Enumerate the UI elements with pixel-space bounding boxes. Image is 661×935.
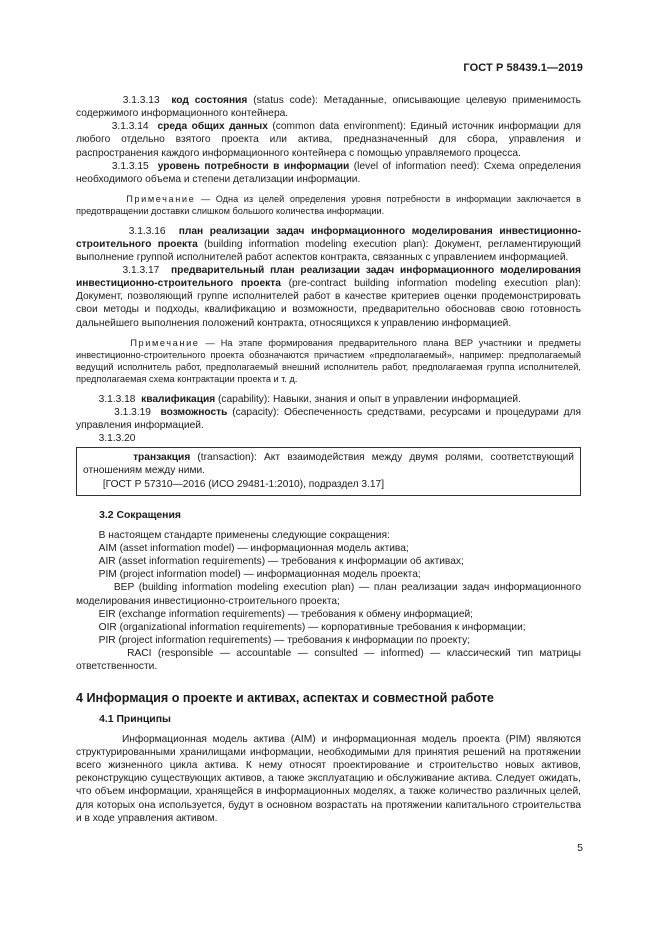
abbreviation-item [76, 568, 581, 581]
definition-term: возможность [160, 406, 228, 418]
definition-text: (building information modeling execution plan): Документ, регламентирующий выполнение группой исполнителей работ аспектов контракта, связанных с управлением информацией. [76, 238, 581, 263]
abbreviation-text: BEP (building information modeling execution plan) — план реализации задач информационного моделирования инвестиционно-строительного проекта; [76, 582, 582, 607]
note-label: Примечание [130, 337, 200, 348]
definition-term: предварительный план реализации задач информационного моделирования инвестиционно-строительного проекта [76, 264, 581, 290]
definition-number: 3.1.3.15 [111, 160, 149, 172]
section-3-2-title [76, 509, 581, 522]
definition-3-1-3-13 [76, 94, 581, 120]
section-title-text: 3.2 Сокращения [99, 509, 181, 521]
document-header: ГОСТ Р 58439.1—2019 [463, 62, 583, 74]
abbreviation-item [76, 555, 581, 568]
abbreviations-list [76, 529, 581, 674]
definition-number: 3.1.3.13 [122, 95, 160, 106]
definition-number: 3.1.3.14 [111, 121, 149, 133]
box-definition [83, 451, 574, 477]
abbreviation-text: AIR (asset information requirements) — требования к информации об активах; [98, 556, 464, 568]
abbreviation-item [76, 647, 581, 673]
definition-text: (status code): Метаданные, описывающие целевую применимость содержимого информационного контейнера. [76, 95, 581, 120]
definition-3-1-3-16 [76, 225, 581, 264]
box-reference [83, 478, 574, 491]
definition-term: план реализации задач информационного моделирования инвестиционно-строительного проекта [76, 225, 581, 250]
definitions-group-b [76, 225, 581, 330]
definitions-group-a [76, 94, 581, 186]
abbreviation-text: EIR (exchange information requirements) — требования к обмену информацией; [98, 608, 474, 620]
section-title-text: 4 Информация о проекте и активах, аспектах и совместной работе [76, 690, 494, 705]
definition-number: 3.1.3.18 [98, 393, 136, 405]
note-level-of-information [76, 193, 581, 217]
abbreviation-item [76, 621, 581, 634]
page-content [76, 94, 581, 825]
definition-term: квалификация [141, 393, 216, 405]
definition-number: 3.1.3.19 [114, 406, 151, 418]
abbreviation-item [76, 581, 581, 607]
definition-3-1-3-14 [76, 120, 581, 159]
principles-paragraph [76, 733, 581, 825]
page-number: 5 [577, 842, 583, 854]
abbreviation-text: PIR (project information requirements) — требования к информации по проекту; [98, 635, 471, 647]
definitions-group-c [76, 393, 581, 446]
abbreviations-intro [76, 529, 581, 542]
reference-text: [ГОСТ Р 57310—2016 (ИСО 29481-1:2010), подраздел 3.17] [102, 478, 385, 490]
definition-text: (pre-contract building information modeling execution plan): Документ, позволяющий группе исполнителей работ в качестве критериев оценки продемонстрировать свои методы и подходы, квалификацию и возможности, предварительно обосновав свою готовность дальнейшего выполнения положений контракта, относящихся к управлению информацией. [76, 278, 581, 329]
definition-3-1-3-19 [76, 406, 581, 432]
abbreviation-text: OIR (organizational information requirements) — корпоративные требования к информации; [98, 621, 526, 633]
abbreviation-text: PIM (project information model) — информационная модель проекта; [98, 569, 421, 581]
definition-text: (capability): Навыки, знания и опыт в управлении информацией. [215, 393, 521, 405]
definition-3-1-3-18 [76, 393, 581, 406]
transaction-definition-box [76, 447, 581, 495]
definition-text: (level of information need): Схема определения необходимого объема и степени детализации информации. [76, 160, 582, 185]
definition-number: 3.1.3.20 [98, 433, 136, 445]
definition-text: (common data environment): Единый источник информации для любого отдельно взятого проекта или актива, предназначенный для сбора, управления и распространения каждого информационного контейнера с помощью управляемого процесса. [76, 121, 581, 159]
abbreviation-item [76, 634, 581, 647]
abbreviation-item [76, 542, 581, 555]
definition-term: транзакция [133, 452, 191, 464]
section-title-text: 4.1 Принципы [99, 713, 171, 725]
definition-3-1-3-15 [76, 160, 581, 186]
definition-term: код состояния [171, 95, 248, 106]
definition-3-1-3-20-number [76, 432, 581, 445]
definition-term: уровень потребности в информации [157, 160, 350, 172]
definition-3-1-3-17 [76, 264, 581, 330]
note-label: Примечание [126, 194, 196, 205]
definition-text: (transaction): Акт взаимодействия между двумя ролями, соответствующий отношениям между ними. [83, 452, 574, 477]
paragraph-text: Информационная модель актива (AIM) и информационная модель проекта (PIM) являются структурированными хранилищами информации, необходимыми для принятия решений на протяжении всего жизненного цикла актива. К нему относят проектирование и строительство новых активов, реконструкцию существующих активов, а также эксплуатацию и обслуживание актива. Следует ожидать, что объем информации, хранящейся в информационных моделях, а также количество различных целей, для которых она используется, будут в основном возрастать на протяжении капитального строительства и в ходе управления активом. [76, 733, 581, 824]
abbreviation-item [76, 608, 581, 621]
abbreviation-text: AIM (asset information model) — информационная модель актива; [98, 542, 409, 554]
abbreviation-text: RACI (responsible — accountable — consulted — informed) — классический тип матрицы ответственности. [76, 648, 581, 673]
definition-number: 3.1.3.16 [128, 225, 166, 237]
note-pre-contract-bep [76, 337, 581, 386]
section-4-title [76, 692, 581, 705]
section-4-1-title [76, 713, 581, 726]
intro-text: В настоящем стандарте применены следующие сокращения: [98, 529, 390, 541]
definition-term: среда общих данных [157, 121, 268, 133]
note-text: — На этапе формирования предварительного плана BEP участники и предметы инвестиционно-строительного проекта обозначаются причастием «предполагаемый», например: предполагаемый ведущий исполнитель работ, предполагаемый внешний исполнитель работ, предполагаемая группа исполнителей, предполагаемая схема контрактации проекта и т. д. [76, 337, 581, 385]
definition-text: (capacity): Обеспеченность средствами, ресурсами и процедурами для управления информацией. [76, 406, 581, 431]
definition-number: 3.1.3.17 [122, 264, 160, 276]
note-text: — Одна из целей определения уровня потребности в информации заключается в предотвращении доставки слишком большого количества информации. [76, 194, 581, 217]
